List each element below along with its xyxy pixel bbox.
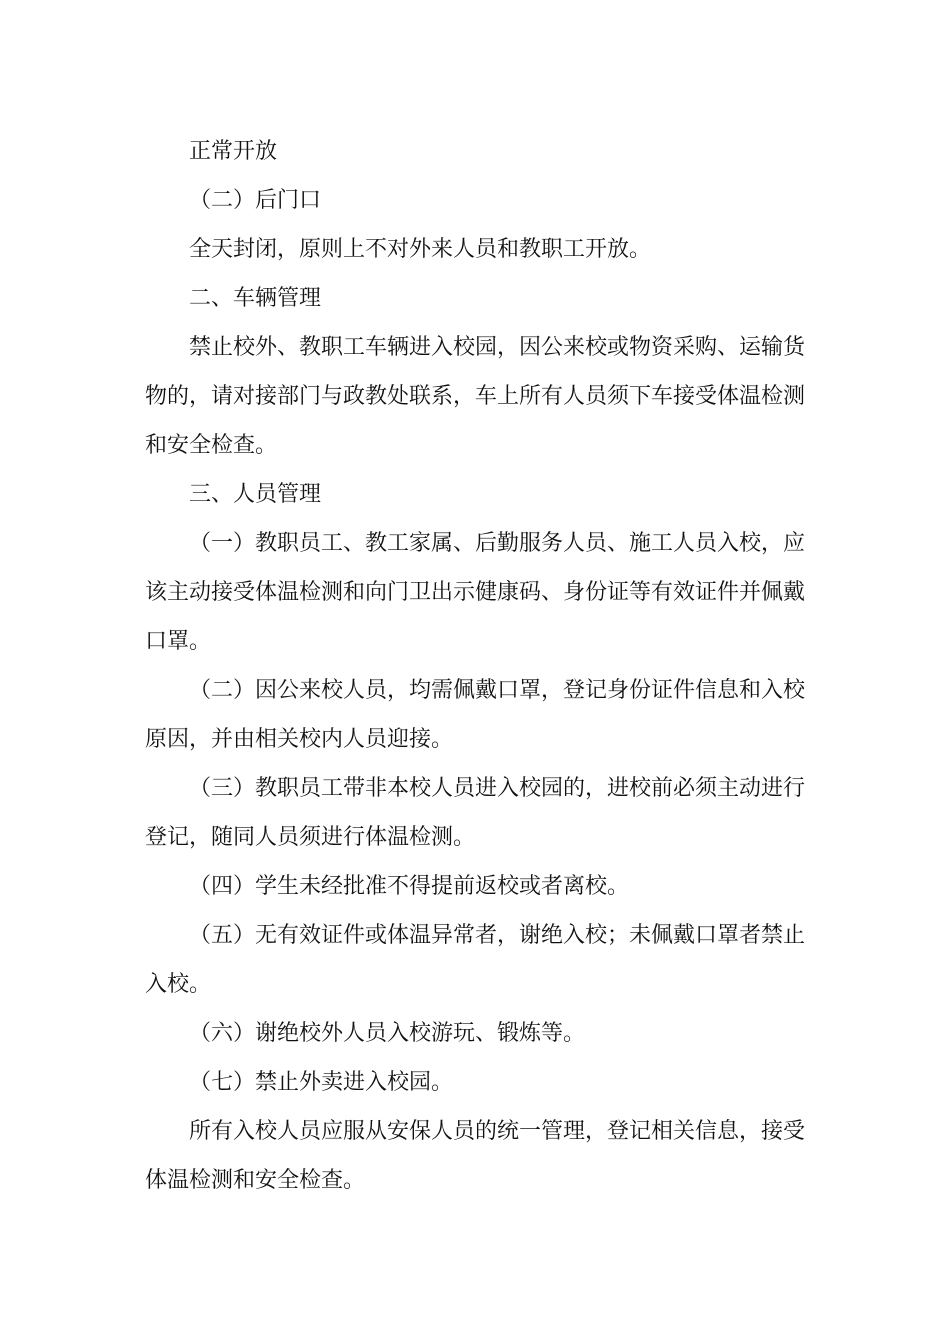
paragraph-no-outsiders: （六）谢绝校外人员入校游玩、锻炼等。 [189,1021,586,1046]
paragraph-accompanied-visitors: （三）教职员工带非本校人员进入校园的，进校前必须主动进行登记，随同人员须进行体温检测。 [145,776,806,850]
paragraph-vehicle-rules: 禁止校外、教职工车辆进入校园，因公来校或物资采购、运输货物的，请对接部门与政教处联系，车上所有人员须下车接受体温检测和安全检查。 [145,335,806,458]
paragraph-official-visitors: （二）因公来校人员，均需佩戴口罩，登记身份证件信息和入校原因，并由相关校内人员迎接。 [145,678,806,752]
heading-vehicle-management: 二、车辆管理 [189,286,322,311]
paragraph-staff-entry: （一）教职员工、教工家属、后勤服务人员、施工人员入校，应该主动接受体温检测和向门卫出示健康码、身份证等有效证件并佩戴口罩。 [145,531,806,654]
paragraph-general-compliance: 所有入校人员应服从安保人员的统一管理，登记相关信息，接受体温检测和安全检查。 [145,1119,806,1193]
paragraph-students: （四）学生未经批准不得提前返校或者离校。 [189,874,630,899]
paragraph-no-takeout: （七）禁止外卖进入校园。 [189,1070,454,1095]
heading-back-gate: （二）后门口 [189,188,322,213]
document-body [145,127,805,1205]
paragraph-back-gate-closed: 全天封闭，原则上不对外来人员和教职工开放。 [189,237,652,262]
heading-personnel-management: 三、人员管理 [189,482,322,507]
paragraph-status-open: 正常开放 [189,139,278,164]
paragraph-entry-refusal: （五）无有效证件或体温异常者，谢绝入校；未佩戴口罩者禁止入校。 [145,923,806,997]
